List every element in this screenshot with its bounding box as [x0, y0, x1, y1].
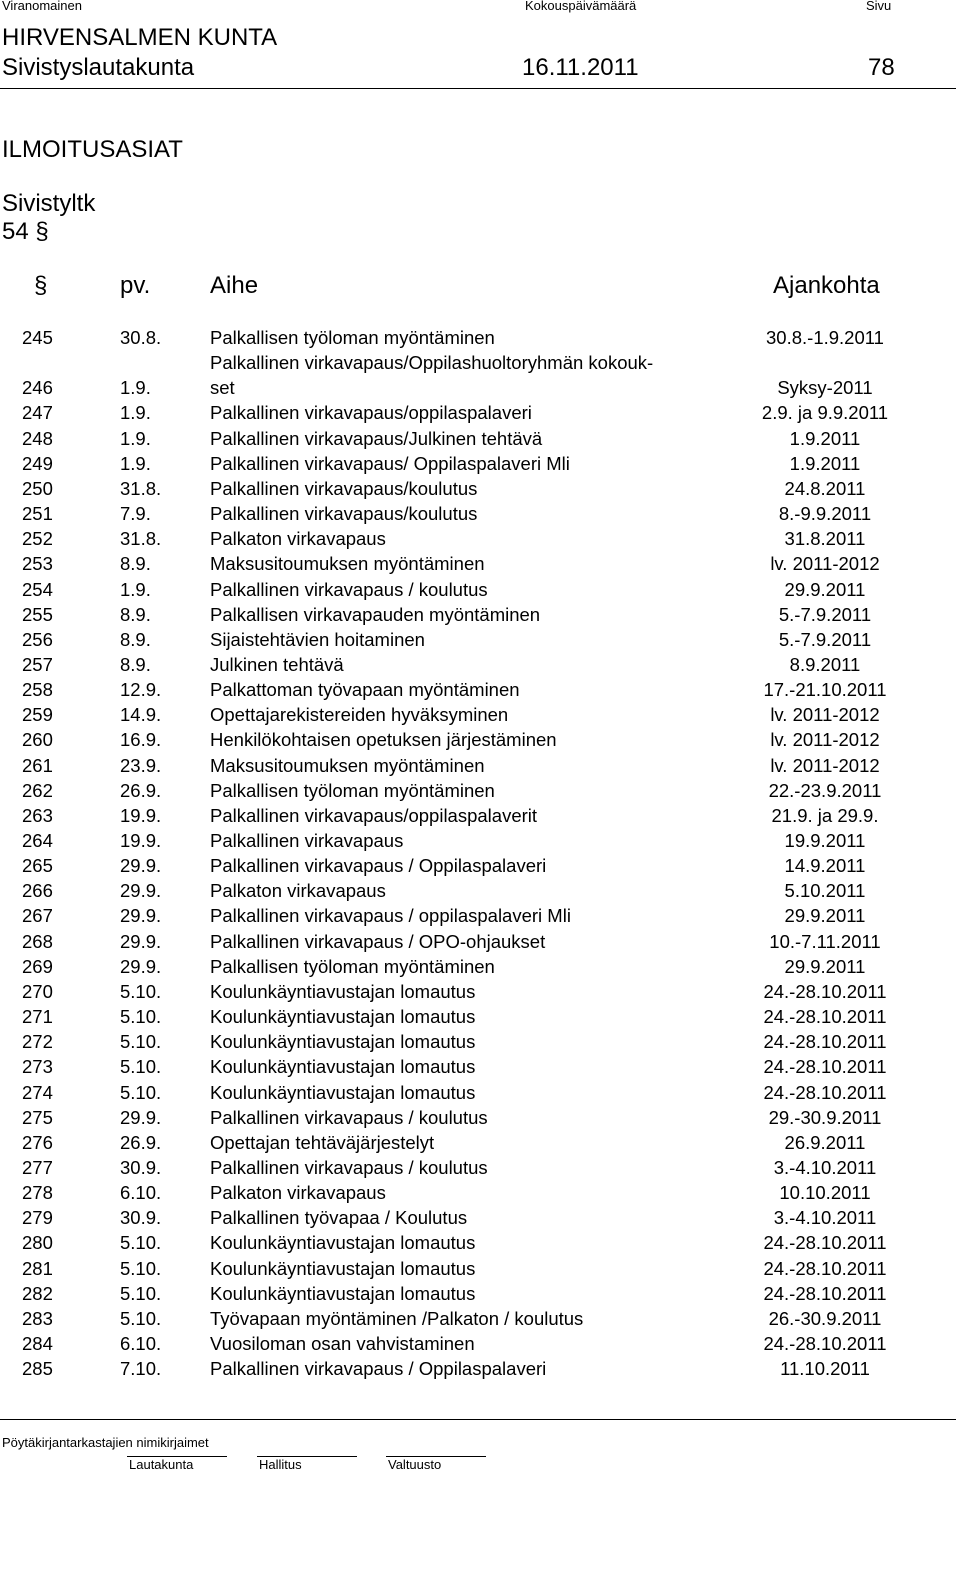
row-pv: 29.9. [120, 880, 162, 902]
row-ajankohta: 24.-28.10.2011 [763, 1056, 887, 1078]
table-row [0, 981, 960, 1006]
table-row [0, 880, 960, 905]
row-aihe: Koulunkäyntiavustajan lomautus [210, 1056, 476, 1078]
row-ajankohta: 29.9.2011 [784, 905, 866, 927]
row-number: 250 [22, 477, 53, 499]
row-aihe: Koulunkäyntiavustajan lomautus [210, 1232, 476, 1254]
row-pv: 19.9. [120, 804, 162, 826]
row-aihe: Palkallisen työloman myöntäminen [210, 955, 495, 977]
table-row [0, 1283, 960, 1308]
row-ajankohta: 22.-23.9.2011 [768, 779, 882, 801]
table-row [0, 1333, 960, 1358]
row-aihe: Palkaton virkavapaus [210, 528, 386, 550]
table-row [0, 453, 960, 478]
row-ajankohta: 26.-30.9.2011 [768, 1307, 882, 1329]
table-row [0, 830, 960, 855]
table-row [0, 805, 960, 830]
row-ajankohta: 19.9.2011 [784, 830, 866, 851]
row-ajankohta: 30.8.-1.9.2011 [766, 327, 884, 348]
row-ajankohta: 3.-4.10.2011 [773, 1156, 877, 1178]
row-aihe: Palkallinen virkavapaus / koulutus [210, 1106, 488, 1128]
table-row [0, 327, 960, 352]
row-ajankohta: 24.-28.10.2011 [763, 1081, 887, 1103]
row-number: 245 [22, 327, 53, 348]
row-aihe: Vuosiloman osan vahvistaminen [210, 1333, 475, 1354]
row-aihe: set [210, 377, 235, 399]
row-ajankohta: lv. 2011-2012 [770, 553, 880, 575]
row-pv: 5.10. [120, 1307, 162, 1329]
row-pv: 19.9. [120, 830, 162, 851]
row-aihe: Palkallinen virkavapaus/ Oppilaspalaveri Mli [210, 452, 570, 474]
row-ajankohta: 1.9.2011 [789, 427, 861, 449]
row-ajankohta: 29.-30.9.2011 [768, 1106, 882, 1128]
row-ajankohta: 24.8.2011 [784, 477, 866, 499]
table-row [0, 729, 960, 754]
table-row [0, 528, 960, 553]
table-row-continuation [0, 352, 960, 377]
row-pv: 5.10. [120, 1282, 162, 1304]
row-aihe: Koulunkäyntiavustajan lomautus [210, 1081, 476, 1103]
row-pv: 26.9. [120, 1131, 162, 1153]
row-number: 272 [22, 1031, 53, 1053]
table-row [0, 428, 960, 453]
table-row [0, 1232, 960, 1257]
row-ajankohta: Syksy-2011 [777, 377, 873, 399]
row-pv: 5.10. [120, 1257, 162, 1279]
row-ajankohta: 10.-7.11.2011 [769, 930, 881, 952]
row-aihe: Henkilökohtaisen opetuksen järjestäminen [210, 729, 557, 751]
row-pv: 5.10. [120, 1081, 162, 1103]
row-ajankohta: 5.10.2011 [784, 880, 866, 902]
row-ajankohta: 24.-28.10.2011 [763, 980, 887, 1002]
row-ajankohta: lv. 2011-2012 [770, 704, 880, 726]
row-number: 269 [22, 955, 53, 977]
table-row [0, 905, 960, 930]
row-number: 249 [22, 452, 53, 474]
row-pv: 5.10. [120, 1031, 162, 1053]
row-ajankohta: 8.9.2011 [789, 653, 861, 675]
row-pv: 29.9. [120, 955, 162, 977]
row-ajankohta: 24.-28.10.2011 [763, 1282, 887, 1304]
row-number: 273 [22, 1056, 53, 1078]
table-row [0, 629, 960, 654]
row-number: 275 [22, 1106, 53, 1128]
row-ajankohta: 10.10.2011 [779, 1182, 871, 1204]
row-aihe: Sijaistehtävien hoitaminen [210, 628, 425, 650]
table-row [0, 704, 960, 729]
row-pv: 12.9. [120, 679, 162, 701]
row-aihe: Palkallinen virkavapaus / koulutus [210, 1156, 488, 1178]
row-pv: 1.9. [120, 427, 151, 449]
row-number: 268 [22, 930, 53, 952]
row-number: 263 [22, 804, 53, 826]
row-number: 283 [22, 1307, 53, 1329]
row-ajankohta: 8.-9.9.2011 [778, 503, 872, 525]
table-row [0, 1107, 960, 1132]
row-aihe: Palkallinen virkavapaus / OPO-ohjaukset [210, 930, 546, 952]
row-aihe: Työvapaan myöntäminen /Palkaton / koulutus [210, 1307, 584, 1329]
row-aihe: Palkaton virkavapaus [210, 880, 386, 902]
row-number: 261 [22, 754, 53, 776]
row-pv: 7.9. [120, 503, 151, 525]
row-aihe: Palkallinen virkavapaus/oppilaspalaverit [210, 804, 538, 826]
header-rule [0, 88, 956, 89]
row-aihe: Palkallinen virkavapaus/Julkinen tehtävä [210, 427, 543, 449]
row-number: 262 [22, 779, 53, 801]
row-aihe: Palkallinen virkavapaus/oppilaspalaveri [210, 402, 532, 424]
section-ref-line2: 54 § [2, 218, 49, 245]
row-number: 279 [22, 1207, 53, 1229]
row-ajankohta: 5.-7.9.2011 [778, 628, 872, 650]
row-number: 254 [22, 578, 53, 600]
row-number: 255 [22, 603, 53, 625]
row-ajankohta: 3.-4.10.2011 [773, 1207, 877, 1229]
row-ajankohta: 24.-28.10.2011 [763, 1031, 887, 1053]
table-row [0, 604, 960, 629]
row-pv: 8.9. [120, 553, 151, 575]
table-row [0, 1056, 960, 1081]
row-aihe: Palkallinen työvapaa / Koulutus [210, 1207, 468, 1229]
row-ajankohta: 24.-28.10.2011 [763, 1333, 887, 1354]
row-ajankohta: 21.9. ja 29.9. [771, 804, 879, 826]
table-row [0, 956, 960, 981]
table-row [0, 478, 960, 503]
row-number: 285 [22, 1358, 53, 1380]
row-aihe: Koulunkäyntiavustajan lomautus [210, 1257, 476, 1279]
row-pv: 16.9. [120, 729, 162, 751]
row-pv: 1.9. [120, 578, 151, 600]
row-pv: 1.9. [120, 377, 151, 399]
row-pv: 31.8. [120, 528, 162, 550]
row-aihe: Palkallisen virkavapauden myöntäminen [210, 603, 541, 625]
meeting-date-label: Kokouspäivämäärä [525, 0, 637, 13]
row-aihe: Maksusitoumuksen myöntäminen [210, 553, 485, 575]
row-number: 259 [22, 704, 53, 726]
organization-name: HIRVENSALMEN KUNTA [2, 24, 278, 51]
row-ajankohta: 2.9. ja 9.9.2011 [761, 402, 889, 424]
board-name: Sivistyslautakunta [2, 54, 195, 81]
row-ajankohta: 29.9.2011 [784, 578, 866, 600]
table-row [0, 855, 960, 880]
footer-rule [0, 1419, 956, 1420]
table-row [0, 931, 960, 956]
row-pv: 30.9. [120, 1207, 162, 1229]
row-pv: 30.8. [120, 327, 162, 348]
row-ajankohta: 14.9.2011 [784, 855, 866, 877]
row-number: 281 [22, 1257, 53, 1279]
section-ref-line1: Sivistyltk [2, 190, 96, 217]
row-number: 247 [22, 402, 53, 424]
col-header-pv: pv. [120, 272, 151, 299]
row-aihe: Koulunkäyntiavustajan lomautus [210, 1282, 476, 1304]
section-title: ILMOITUSASIAT [2, 136, 183, 163]
authority-label: Viranomainen [2, 0, 82, 13]
table-row [0, 1031, 960, 1056]
table-row [0, 1157, 960, 1182]
row-pv: 1.9. [120, 402, 151, 424]
row-aihe: Palkallinen virkavapaus / oppilaspalaveri Mli [210, 905, 571, 927]
row-aihe: Koulunkäyntiavustajan lomautus [210, 1006, 476, 1028]
row-aihe: Koulunkäyntiavustajan lomautus [210, 980, 476, 1002]
table-row [0, 503, 960, 528]
col-header-para: § [34, 272, 48, 299]
table-row [0, 1006, 960, 1031]
initials-label: Pöytäkirjantarkastajien nimikirjaimet [2, 1435, 209, 1450]
row-number: 251 [22, 503, 53, 525]
row-number: 267 [22, 905, 53, 927]
table-row [0, 1258, 960, 1283]
table-row [0, 377, 960, 402]
row-ajankohta: lv. 2011-2012 [770, 754, 880, 776]
row-pv: 30.9. [120, 1156, 162, 1178]
row-pv: 29.9. [120, 930, 162, 952]
row-aihe: Palkallinen virkavapaus / Oppilaspalaveri [210, 1358, 547, 1380]
page-label: Sivu [866, 0, 892, 13]
meeting-date: 16.11.2011 [522, 54, 639, 81]
signature-label-hallitus: Hallitus [259, 1457, 302, 1472]
table-row [0, 402, 960, 427]
row-ajankohta: lv. 2011-2012 [770, 729, 880, 751]
table-row [0, 755, 960, 780]
signature-label-valtuusto: Valtuusto [388, 1457, 442, 1472]
col-header-aihe: Aihe [210, 272, 259, 299]
row-ajankohta: 5.-7.9.2011 [778, 603, 872, 625]
row-ajankohta: 26.9.2011 [784, 1131, 866, 1153]
row-aihe: Palkallinen virkavapaus/koulutus [210, 503, 478, 525]
table-row [0, 1132, 960, 1157]
row-pv: 5.10. [120, 1232, 162, 1254]
col-header-ajankohta: Ajankohta [773, 272, 880, 299]
row-number: 277 [22, 1156, 53, 1178]
page-number: 78 [868, 54, 895, 81]
row-pv: 6.10. [120, 1182, 162, 1204]
row-aihe: Koulunkäyntiavustajan lomautus [210, 1031, 476, 1053]
row-ajankohta: 24.-28.10.2011 [763, 1257, 887, 1279]
row-aihe: Opettajarekistereiden hyväksyminen [210, 704, 509, 726]
table-row [0, 579, 960, 604]
row-pv: 29.9. [120, 905, 162, 927]
row-pv: 23.9. [120, 754, 162, 776]
row-pv: 5.10. [120, 980, 162, 1002]
row-pv: 8.9. [120, 628, 151, 650]
row-number: 265 [22, 855, 53, 877]
row-number: 276 [22, 1131, 53, 1153]
row-ajankohta: 17.-21.10.2011 [763, 679, 887, 701]
row-ajankohta: 11.10.2011 [780, 1358, 870, 1380]
row-pv: 31.8. [120, 477, 162, 499]
row-pv: 7.10. [120, 1358, 162, 1380]
row-pv: 29.9. [120, 1106, 162, 1128]
row-aihe: Palkallisen työloman myöntäminen [210, 779, 495, 801]
row-aihe: Palkallinen virkavapaus/Oppilashuoltoryhmän kokouk- [210, 352, 654, 374]
table-row [0, 1358, 960, 1383]
row-pv: 14.9. [120, 704, 162, 726]
row-ajankohta: 29.9.2011 [784, 955, 866, 977]
row-number: 253 [22, 553, 53, 575]
row-number: 266 [22, 880, 53, 902]
row-aihe: Palkattoman työvapaan myöntäminen [210, 679, 520, 701]
row-aihe: Palkallinen virkavapaus / Oppilaspalaveri [210, 855, 547, 877]
table-row [0, 553, 960, 578]
row-ajankohta: 1.9.2011 [789, 452, 861, 474]
row-ajankohta: 24.-28.10.2011 [763, 1006, 887, 1028]
row-number: 271 [22, 1006, 53, 1028]
row-aihe: Julkinen tehtävä [210, 653, 344, 675]
table-row [0, 1182, 960, 1207]
row-number: 282 [22, 1282, 53, 1304]
row-number: 258 [22, 679, 53, 701]
row-number: 256 [22, 628, 53, 650]
row-number: 257 [22, 653, 53, 675]
row-aihe: Palkallinen virkavapaus / koulutus [210, 578, 488, 600]
row-aihe: Palkaton virkavapaus [210, 1182, 386, 1204]
row-pv: 5.10. [120, 1056, 162, 1078]
row-aihe: Palkallinen virkavapaus [210, 830, 404, 851]
row-number: 248 [22, 427, 53, 449]
table-row [0, 679, 960, 704]
row-aihe: Opettajan tehtäväjärjestelyt [210, 1131, 435, 1153]
row-ajankohta: 31.8.2011 [784, 528, 866, 550]
row-pv: 26.9. [120, 779, 162, 801]
table-row [0, 1207, 960, 1232]
row-number: 284 [22, 1333, 53, 1354]
row-number: 264 [22, 830, 53, 851]
signature-label-lautakunta: Lautakunta [129, 1457, 194, 1472]
row-number: 280 [22, 1232, 53, 1254]
row-number: 274 [22, 1081, 53, 1103]
row-pv: 1.9. [120, 452, 151, 474]
table-row [0, 780, 960, 805]
row-number: 278 [22, 1182, 53, 1204]
row-number: 260 [22, 729, 53, 751]
row-pv: 6.10. [120, 1333, 162, 1354]
row-pv: 8.9. [120, 603, 151, 625]
row-pv: 29.9. [120, 855, 162, 877]
row-ajankohta: 24.-28.10.2011 [763, 1232, 887, 1254]
row-aihe: Palkallinen virkavapaus/koulutus [210, 477, 478, 499]
row-number: 246 [22, 377, 53, 399]
table-row [0, 1082, 960, 1107]
row-number: 252 [22, 528, 53, 550]
row-pv: 5.10. [120, 1006, 162, 1028]
row-aihe: Maksusitoumuksen myöntäminen [210, 754, 485, 776]
row-aihe: Palkallisen työloman myöntäminen [210, 327, 495, 348]
table-row [0, 1308, 960, 1333]
row-number: 270 [22, 980, 53, 1002]
row-pv: 8.9. [120, 653, 151, 675]
table-row [0, 654, 960, 679]
